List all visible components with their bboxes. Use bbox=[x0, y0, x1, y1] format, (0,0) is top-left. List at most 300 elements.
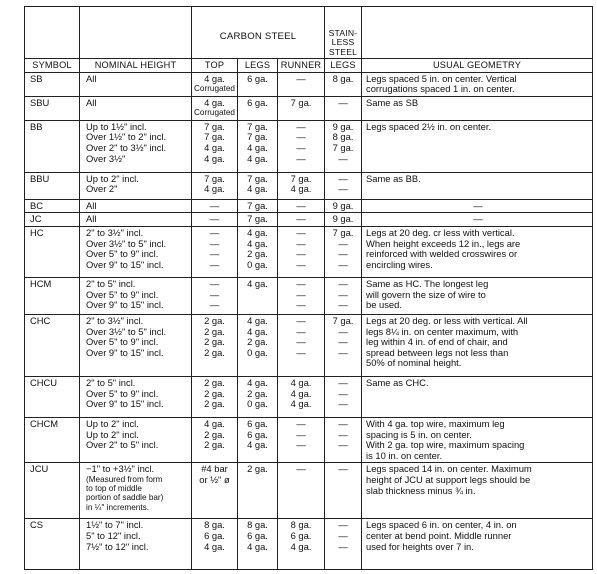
top-value: — bbox=[209, 277, 220, 289]
ss-legs-value: — bbox=[338, 325, 348, 337]
ss-legs-cell bbox=[325, 314, 362, 376]
runner-cell bbox=[278, 463, 325, 519]
legs-cell bbox=[238, 213, 278, 227]
runner-value: 4 ga. bbox=[290, 540, 312, 552]
nominal-height-cell bbox=[80, 96, 192, 120]
top-cell bbox=[192, 72, 238, 96]
symbol-cell: JCU bbox=[25, 463, 80, 519]
height-line: 2" to 3½" incl. bbox=[86, 226, 144, 238]
runner-value: — bbox=[296, 237, 306, 249]
ss-legs-value: — bbox=[338, 439, 348, 451]
usual-geometry-cell bbox=[362, 314, 593, 376]
legs-value: 6 ga. bbox=[247, 428, 268, 440]
usual-geometry-cell bbox=[362, 199, 593, 213]
top-value: 4 ga. bbox=[204, 141, 225, 153]
ss-legs-value: — bbox=[338, 299, 348, 311]
nominal-height-cell bbox=[80, 199, 192, 213]
symbol-cell: CHCU bbox=[25, 376, 80, 417]
nominal-height-cell bbox=[80, 172, 192, 199]
geometry-line: slab thickness minus ¾ in. bbox=[366, 484, 476, 496]
runner-value: — bbox=[296, 314, 306, 326]
usual-geometry-cell bbox=[362, 277, 593, 314]
runner-cell bbox=[278, 120, 325, 172]
top-value: — bbox=[209, 237, 220, 249]
ss-legs-cell bbox=[325, 376, 362, 417]
symbol-cell: HC bbox=[25, 226, 80, 277]
runner-cell bbox=[278, 226, 325, 277]
legs-cell bbox=[238, 463, 278, 519]
ss-legs-value: 9 ga. bbox=[332, 120, 354, 132]
blank-header-cell bbox=[362, 7, 593, 59]
usual-geometry-cell bbox=[362, 226, 593, 277]
legs-value: 2 ga. bbox=[247, 248, 268, 260]
legs-value: 0 ga. bbox=[247, 346, 268, 358]
height-line: 5" to 12" incl. bbox=[86, 529, 141, 541]
top-value: — bbox=[209, 258, 220, 270]
usual-geometry-header: USUAL GEOMETRY bbox=[362, 59, 593, 73]
top-cell bbox=[192, 120, 238, 172]
ss-legs-cell bbox=[325, 277, 362, 314]
height-line: Over 5" to 9" incl. bbox=[86, 248, 159, 260]
geometry-line: 50% of nominal height. bbox=[366, 357, 462, 369]
geometry-line: With 4 ga. top wire, maximum leg bbox=[366, 417, 505, 429]
top-value: 8 ga. bbox=[204, 519, 225, 531]
nominal-height-cell bbox=[80, 463, 192, 519]
carbon-steel-header: CARBON STEEL bbox=[192, 7, 325, 59]
top-value: — bbox=[209, 299, 220, 311]
legs-value: 2 ga. bbox=[247, 336, 268, 348]
geometry-line: be used. bbox=[366, 299, 402, 311]
geometry-line: spread between legs not less than bbox=[366, 346, 509, 358]
ss-legs-cell bbox=[325, 72, 362, 96]
runner-value: — bbox=[296, 288, 306, 300]
stainless-line: LESS bbox=[331, 37, 355, 48]
geometry-line: Legs spaced 5 in. on center. Vertical bbox=[366, 72, 517, 84]
height-line: All bbox=[86, 199, 97, 211]
height-note-line: portion of saddle bar) bbox=[86, 493, 164, 503]
runner-value: 6 ga. bbox=[290, 529, 312, 541]
legs-cell bbox=[238, 172, 278, 199]
ss-legs-value: 9 ga. bbox=[332, 199, 354, 211]
runner-value: — bbox=[296, 152, 306, 164]
height-note-line: (Measured from form bbox=[86, 474, 163, 484]
height-line: Up to 2" incl. bbox=[86, 172, 139, 184]
symbol-cell: HCM bbox=[25, 277, 80, 314]
top-cell bbox=[192, 213, 238, 227]
runner-cell bbox=[278, 314, 325, 376]
legs-value: 7 ga. bbox=[247, 120, 268, 132]
height-line: All bbox=[86, 213, 97, 225]
nominal-height-cell bbox=[80, 120, 192, 172]
nominal-height-cell bbox=[80, 519, 192, 570]
runner-cell bbox=[278, 172, 325, 199]
runner-value: — bbox=[296, 336, 306, 348]
runner-cell bbox=[278, 199, 325, 213]
geometry-line: spacing is 5 in. on center. bbox=[366, 428, 472, 440]
top-value: 6 ga. bbox=[204, 529, 225, 541]
runner-value: — bbox=[296, 72, 306, 84]
legs-cell bbox=[238, 96, 278, 120]
height-note-line: in ¼" increments. bbox=[86, 502, 149, 512]
geometry-line: center at bend point. Middle runner bbox=[366, 529, 512, 541]
runner-value: — bbox=[296, 258, 306, 270]
legs-header: LEGS bbox=[238, 59, 278, 73]
runner-value: 7 ga. bbox=[290, 96, 312, 108]
legs-value: 6 ga. bbox=[247, 72, 268, 84]
geometry-line: — bbox=[473, 213, 483, 225]
geometry-line: Legs spaced 6 in. on center, 4 in. on bbox=[366, 519, 517, 531]
geometry-line: encircling wires. bbox=[366, 258, 433, 270]
nominal-height-cell bbox=[80, 314, 192, 376]
geometry-line: Same as SB bbox=[366, 96, 419, 108]
table-row bbox=[25, 277, 593, 314]
usual-geometry-cell bbox=[362, 417, 593, 462]
legs-cell bbox=[238, 417, 278, 462]
table-row bbox=[25, 417, 593, 462]
top-value: — bbox=[209, 226, 220, 238]
table-row bbox=[25, 463, 593, 519]
blank-header-cell bbox=[25, 7, 80, 59]
ss-legs-value: — bbox=[338, 540, 348, 552]
group-header-row bbox=[25, 7, 593, 59]
top-value: 2 ga. bbox=[204, 346, 225, 358]
top-header: TOP bbox=[192, 59, 238, 73]
height-line: Over 9" to 15" incl. bbox=[86, 258, 164, 270]
runner-value: — bbox=[296, 277, 306, 289]
usual-geometry-cell bbox=[362, 213, 593, 227]
symbol-header: SYMBOL bbox=[25, 59, 80, 73]
ss-legs-value: — bbox=[338, 346, 348, 358]
ss-legs-value: 7 ga. bbox=[332, 141, 354, 153]
runner-cell bbox=[278, 277, 325, 314]
geometry-line: Legs spaced 2½ in. on center. bbox=[366, 120, 492, 132]
top-value: 2 ga. bbox=[204, 387, 225, 399]
table-row bbox=[25, 314, 593, 376]
geometry-line: Legs spaced 14 in. on center. Maximum bbox=[366, 463, 532, 475]
ss-legs-cell bbox=[325, 519, 362, 570]
height-line: Over 1½" to 2" incl. bbox=[86, 131, 167, 143]
height-line: Over 2" to 5" incl. bbox=[86, 439, 159, 451]
top-value: 2 ga. bbox=[204, 439, 225, 451]
ss-legs-value: — bbox=[338, 152, 348, 164]
runner-value: — bbox=[296, 131, 306, 143]
height-line: Over 2" bbox=[86, 183, 118, 195]
legs-value: 0 ga. bbox=[247, 398, 268, 410]
nominal-height-cell bbox=[80, 226, 192, 277]
ss-legs-value: — bbox=[338, 529, 348, 541]
symbol-cell: CS bbox=[25, 519, 80, 570]
legs-value: 4 ga. bbox=[247, 152, 268, 164]
ss-legs-value: — bbox=[338, 277, 348, 289]
table-row bbox=[25, 172, 593, 199]
table-row bbox=[25, 120, 593, 172]
usual-geometry-cell bbox=[362, 172, 593, 199]
runner-value: 8 ga. bbox=[290, 519, 312, 531]
height-line: 7½" to 12" incl. bbox=[86, 540, 149, 552]
bar-supports-table bbox=[24, 6, 593, 570]
nominal-height-cell bbox=[80, 72, 192, 96]
runner-value: 4 ga. bbox=[290, 376, 312, 388]
symbol-cell: JC bbox=[25, 213, 80, 227]
legs-cell bbox=[238, 226, 278, 277]
legs-value: 6 ga. bbox=[247, 529, 268, 541]
usual-geometry-cell bbox=[362, 463, 593, 519]
height-line: Over 5" to 9" incl. bbox=[86, 336, 159, 348]
ss-legs-value: — bbox=[338, 387, 348, 399]
ss-legs-value: 7 ga. bbox=[332, 226, 354, 238]
geometry-line: used for heights over 7 in. bbox=[366, 540, 474, 552]
symbol-cell: CHCM bbox=[25, 417, 80, 462]
runner-value: — bbox=[296, 299, 306, 311]
legs-value: 4 ga. bbox=[247, 439, 268, 451]
top-cell bbox=[192, 376, 238, 417]
legs-value: 7 ga. bbox=[247, 213, 268, 225]
legs-value: 4 ga. bbox=[247, 226, 268, 238]
top-value: — bbox=[209, 213, 220, 225]
legs-value: 8 ga. bbox=[247, 519, 268, 531]
stainless-line: STEEL bbox=[328, 46, 358, 57]
height-line: 2" to 5" incl. bbox=[86, 277, 136, 289]
nominal-height-cell bbox=[80, 376, 192, 417]
legs-value: 4 ga. bbox=[247, 540, 268, 552]
height-line: Up to 2" incl. bbox=[86, 428, 139, 440]
runner-value: 4 ga. bbox=[290, 398, 312, 410]
ss-legs-value: 7 ga. bbox=[332, 314, 354, 326]
runner-value: — bbox=[296, 325, 306, 337]
geometry-line: — bbox=[473, 199, 483, 211]
top-value: 7 ga. bbox=[204, 131, 225, 143]
top-value: — bbox=[209, 199, 220, 211]
blank-header-cell bbox=[80, 7, 192, 59]
usual-geometry-cell bbox=[362, 120, 593, 172]
top-value: — bbox=[209, 248, 220, 260]
top-cell bbox=[192, 463, 238, 519]
runner-value: — bbox=[296, 346, 306, 358]
ss-legs-cell bbox=[325, 172, 362, 199]
runner-value: 4 ga. bbox=[290, 387, 312, 399]
ss-legs-value: — bbox=[338, 288, 348, 300]
height-line: Over 5" to 9" incl. bbox=[86, 288, 159, 300]
runner-value: — bbox=[296, 417, 306, 429]
geometry-line: leg within 4 in. of end of chair, and bbox=[366, 336, 508, 348]
geometry-line: Same as CHC. bbox=[366, 376, 429, 388]
ss-legs-cell bbox=[325, 463, 362, 519]
ss-legs-value: — bbox=[338, 398, 348, 410]
top-value: Corrugated bbox=[194, 84, 235, 94]
table-row bbox=[25, 199, 593, 213]
top-value: 2 ga. bbox=[204, 336, 225, 348]
top-value: 4 ga. bbox=[204, 72, 225, 84]
top-cell bbox=[192, 277, 238, 314]
legs-value: 4 ga. bbox=[247, 277, 268, 289]
runner-value: — bbox=[296, 439, 306, 451]
geometry-line: Legs at 20 deg. cr less with vertical. bbox=[366, 226, 515, 238]
runner-cell bbox=[278, 72, 325, 96]
ss-legs-cell bbox=[325, 213, 362, 227]
table-row bbox=[25, 226, 593, 277]
ss-legs-value: — bbox=[338, 183, 348, 195]
ss-legs-value: — bbox=[338, 376, 348, 388]
table-row bbox=[25, 213, 593, 227]
legs-cell bbox=[238, 72, 278, 96]
ss-legs-cell bbox=[325, 96, 362, 120]
runner-cell bbox=[278, 213, 325, 227]
usual-geometry-cell bbox=[362, 72, 593, 96]
ss-legs-value: — bbox=[338, 428, 348, 440]
geometry-line: Legs at 20 deg. or less with vertical. All bbox=[366, 314, 528, 326]
top-value: 4 ga. bbox=[204, 96, 225, 108]
ss-legs-value: 8 ga. bbox=[332, 131, 354, 143]
runner-value: — bbox=[296, 141, 306, 153]
geometry-line: When height exceeds 12 in., legs are bbox=[366, 237, 521, 249]
top-cell bbox=[192, 226, 238, 277]
legs-value: 6 ga. bbox=[247, 417, 268, 429]
geometry-line: legs 8¼ in. on center maximum, with bbox=[366, 325, 519, 337]
ss-legs-value: — bbox=[338, 96, 348, 108]
height-line: Up to 1½" incl. bbox=[86, 120, 147, 132]
usual-geometry-cell bbox=[362, 376, 593, 417]
ss-legs-cell bbox=[325, 199, 362, 213]
top-value: 7 ga. bbox=[204, 172, 225, 184]
symbol-cell: BC bbox=[25, 199, 80, 213]
ss-legs-value: — bbox=[338, 248, 348, 260]
symbol-cell: SB bbox=[25, 72, 80, 96]
height-line: 1½" to 7" incl. bbox=[86, 519, 144, 531]
runner-value: — bbox=[296, 428, 306, 440]
table-row bbox=[25, 519, 593, 570]
nominal-height-cell bbox=[80, 277, 192, 314]
legs-value: 4 ga. bbox=[247, 376, 268, 388]
height-line: Over 3½" to 5" incl. bbox=[86, 325, 167, 337]
geometry-line: reinforced with welded crosswires or bbox=[366, 248, 518, 260]
geometry-line: is 10 in. on center. bbox=[366, 449, 443, 461]
top-cell bbox=[192, 417, 238, 462]
ss-legs-value: — bbox=[338, 463, 348, 475]
runner-cell bbox=[278, 96, 325, 120]
top-cell bbox=[192, 314, 238, 376]
legs-cell bbox=[238, 376, 278, 417]
legs-value: 7 ga. bbox=[247, 172, 268, 184]
runner-value: — bbox=[296, 463, 306, 475]
top-value: 2 ga. bbox=[204, 398, 225, 410]
legs-value: 7 ga. bbox=[247, 131, 268, 143]
top-value: 4 ga. bbox=[204, 152, 225, 164]
legs-value: 2 ga. bbox=[247, 463, 268, 475]
top-value: 4 ga. bbox=[204, 417, 225, 429]
table-row bbox=[25, 376, 593, 417]
height-line: 2" to 3½" incl. bbox=[86, 314, 144, 326]
ss-legs-value: 9 ga. bbox=[332, 213, 354, 225]
top-value: 4 ga. bbox=[204, 540, 225, 552]
legs-value: 4 ga. bbox=[247, 141, 268, 153]
ss-legs-header: LEGS bbox=[325, 59, 362, 73]
top-value: — bbox=[209, 288, 220, 300]
symbol-cell: BBU bbox=[25, 172, 80, 199]
runner-value: — bbox=[296, 199, 306, 211]
legs-value: 6 ga. bbox=[247, 96, 268, 108]
legs-cell bbox=[238, 199, 278, 213]
geometry-line: With 2 ga. top wire, maximum spacing bbox=[366, 439, 525, 451]
nominal-height-header: NOMINAL HEIGHT bbox=[80, 59, 192, 73]
top-value: 2 ga. bbox=[204, 428, 225, 440]
nominal-height-cell bbox=[80, 417, 192, 462]
top-value: 2 ga. bbox=[204, 325, 225, 337]
legs-value: 0 ga. bbox=[247, 258, 268, 270]
legs-value: 4 ga. bbox=[247, 314, 268, 326]
legs-cell bbox=[238, 277, 278, 314]
symbol-cell: CHC bbox=[25, 314, 80, 376]
ss-legs-value: — bbox=[338, 336, 348, 348]
geometry-line: height of JCU at support legs should be bbox=[366, 473, 531, 485]
ss-legs-value: — bbox=[338, 172, 348, 184]
ss-legs-value: — bbox=[338, 417, 348, 429]
ss-legs-cell bbox=[325, 417, 362, 462]
usual-geometry-cell bbox=[362, 519, 593, 570]
runner-value: — bbox=[296, 226, 306, 238]
legs-value: 4 ga. bbox=[247, 237, 268, 249]
ss-legs-value: — bbox=[338, 519, 348, 531]
top-value: 2 ga. bbox=[204, 314, 225, 326]
runner-cell bbox=[278, 417, 325, 462]
top-cell bbox=[192, 519, 238, 570]
ss-legs-cell bbox=[325, 120, 362, 172]
table-row bbox=[25, 96, 593, 120]
usual-geometry-cell bbox=[362, 96, 593, 120]
height-line: All bbox=[86, 96, 97, 108]
geometry-line: corrugations spaced 1 in. on center. bbox=[366, 83, 515, 95]
legs-value bbox=[240, 300, 275, 311]
geometry-line: Same as BB. bbox=[366, 172, 421, 184]
stainless-steel-header bbox=[325, 7, 362, 59]
legs-cell bbox=[238, 314, 278, 376]
runner-cell bbox=[278, 376, 325, 417]
height-line: Over 3½" to 5" incl. bbox=[86, 237, 167, 249]
height-line: 2" to 5" incl. bbox=[86, 376, 136, 388]
runner-value: 7 ga. bbox=[290, 172, 312, 184]
runner-cell bbox=[278, 519, 325, 570]
legs-cell bbox=[238, 120, 278, 172]
height-line: −1" to +3½" incl. bbox=[86, 463, 155, 475]
top-value: 4 ga. bbox=[204, 183, 225, 195]
runner-value: — bbox=[296, 120, 306, 132]
runner-value: — bbox=[296, 213, 306, 225]
top-value: 2 ga. bbox=[204, 376, 225, 388]
legs-value: 7 ga. bbox=[247, 199, 268, 211]
symbol-cell: BB bbox=[25, 120, 80, 172]
top-value: Corrugated bbox=[194, 108, 235, 118]
height-line: Up to 2" incl. bbox=[86, 417, 139, 429]
top-value: 7 ga. bbox=[204, 120, 225, 132]
height-note-line: to top of middle bbox=[86, 484, 142, 494]
legs-value: 4 ga. bbox=[247, 325, 268, 337]
height-line: Over 9" to 15" incl. bbox=[86, 299, 164, 311]
ss-legs-cell bbox=[325, 226, 362, 277]
top-cell bbox=[192, 199, 238, 213]
geometry-line: will govern the size of wire to bbox=[366, 288, 486, 300]
table-body bbox=[25, 72, 593, 570]
legs-value: 2 ga. bbox=[247, 387, 268, 399]
symbol-cell: SBU bbox=[25, 96, 80, 120]
height-line: Over 9" to 15" incl. bbox=[86, 398, 164, 410]
stainless-line: STAIN- bbox=[328, 27, 358, 38]
height-line: Over 3½" bbox=[86, 152, 126, 164]
geometry-line: Same as HC. The longest leg bbox=[366, 277, 489, 289]
column-header-row bbox=[25, 59, 593, 73]
height-line: Over 9" to 15" incl. bbox=[86, 346, 164, 358]
legs-value: 4 ga. bbox=[247, 183, 268, 195]
nominal-height-cell bbox=[80, 213, 192, 227]
runner-value: 4 ga. bbox=[290, 183, 312, 195]
